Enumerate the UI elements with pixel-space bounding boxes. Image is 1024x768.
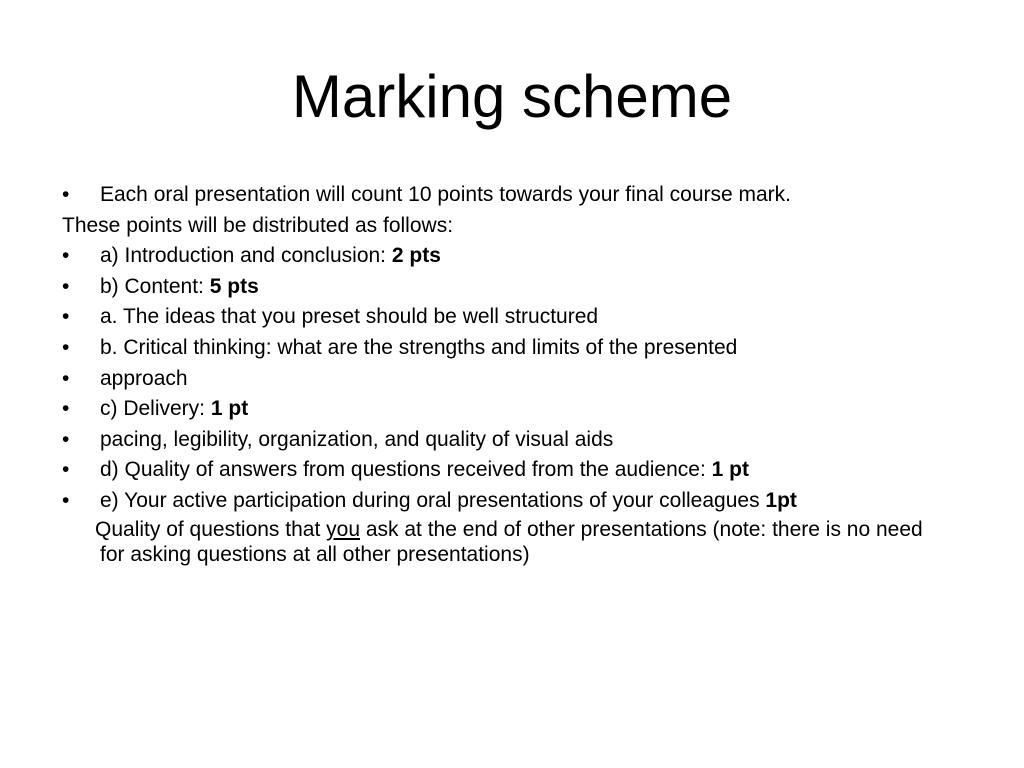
bullet-text xyxy=(100,425,613,456)
plain-text: These points will be distributed as follows: xyxy=(62,213,454,237)
bullet-item xyxy=(62,486,962,517)
bullet-glyph: • xyxy=(62,397,70,421)
bullet-glyph: • xyxy=(62,244,70,268)
bullet-text-plain: d) Quality of answers from questions received from the audience: xyxy=(100,458,712,482)
bullet-glyph: • xyxy=(62,335,70,359)
bullet-item xyxy=(62,455,962,486)
points-value: 1pt xyxy=(765,488,797,512)
bullet-text xyxy=(100,272,259,303)
bullet-list xyxy=(62,241,962,516)
bullet-item-intro xyxy=(62,180,962,211)
bullet-item xyxy=(62,425,962,456)
bullet-glyph: • xyxy=(62,427,70,451)
slide-title: Marking scheme xyxy=(291,63,733,130)
bullet-text xyxy=(100,394,248,425)
bullet-text xyxy=(100,302,598,333)
plain-line-distribution xyxy=(62,211,962,242)
bullet-glyph: • xyxy=(62,274,70,298)
bullet-text-plain: b) Content: xyxy=(100,274,210,298)
points-value: 1 pt xyxy=(210,397,249,421)
bullet-glyph: • xyxy=(62,305,70,329)
bullet-text-plain: a. The ideas that you preset should be well structured xyxy=(100,305,599,329)
bullet-item xyxy=(62,364,962,395)
bullet-item xyxy=(62,394,962,425)
bullet-glyph: • xyxy=(62,458,70,482)
note-text-before: Quality of questions that xyxy=(95,517,327,541)
bullet-text-plain: c) Delivery: xyxy=(100,397,211,421)
bullet-text xyxy=(100,333,737,364)
bullet-text xyxy=(100,486,797,517)
points-value: 2 pts xyxy=(391,244,441,268)
bullet-item xyxy=(62,272,962,303)
bullet-text xyxy=(100,455,749,486)
bullet-glyph: • xyxy=(62,488,70,512)
bullet-glyph: • xyxy=(62,183,70,206)
slide-content xyxy=(62,180,962,567)
bullet-text xyxy=(100,241,441,272)
note-text-after: ask at the end of other presentations (note: there is no need for asking questions at all other presentations) xyxy=(100,517,923,566)
bullet-item xyxy=(62,333,962,364)
bullet-glyph: • xyxy=(62,366,70,390)
bullet-item xyxy=(62,302,962,333)
bullet-text xyxy=(100,364,188,395)
points-value: 1 pt xyxy=(711,458,749,482)
bullet-text-plain: b. Critical thinking: what are the strengths and limits of the presented xyxy=(100,335,738,359)
bullet-text-plain: e) Your active participation during oral presentations of your colleagues xyxy=(100,488,766,512)
bullet-item xyxy=(62,241,962,272)
note-underlined-word: you xyxy=(326,517,360,541)
bullet-text: Each oral presentation will count 10 points towards your final course mark. xyxy=(100,183,792,206)
points-value: 5 pts xyxy=(209,274,259,298)
bullet-text-plain: pacing, legibility, organization, and quality of visual aids xyxy=(100,427,614,451)
bullet-text-plain: approach xyxy=(100,366,188,390)
bullet-text-plain: a) Introduction and conclusion: xyxy=(100,244,392,268)
participation-note xyxy=(95,517,950,567)
